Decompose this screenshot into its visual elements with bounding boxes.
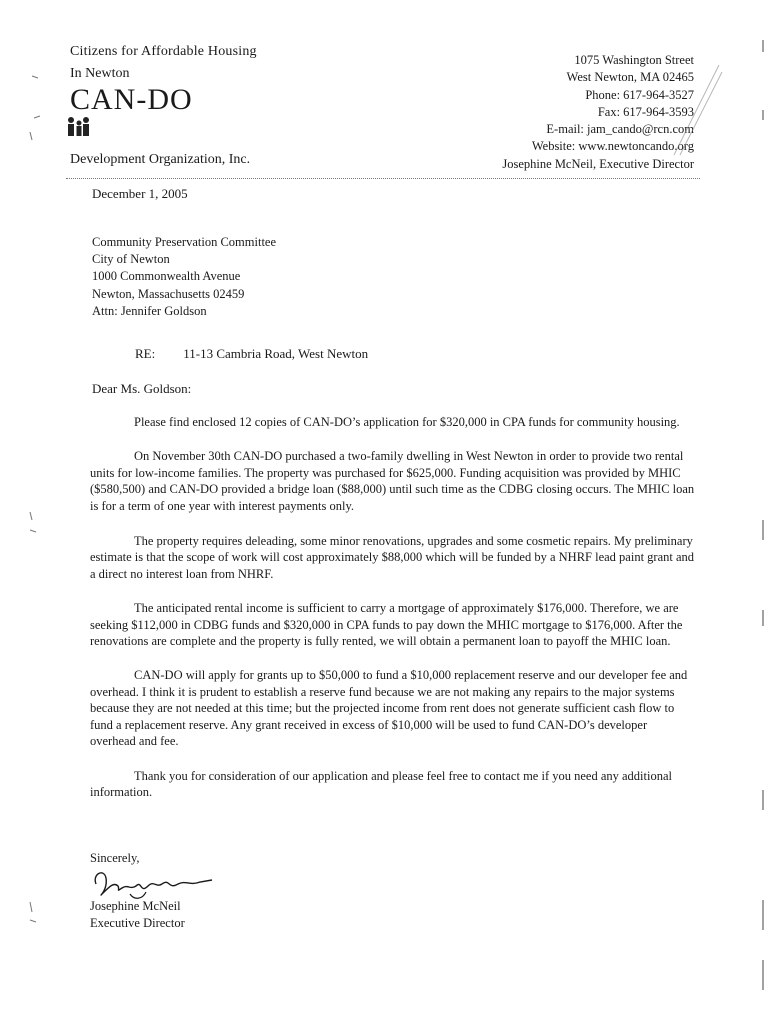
letterhead-left <box>70 44 330 167</box>
phone: Phone: 617-964-3527 <box>585 87 694 102</box>
letter-date: December 1, 2005 <box>92 186 188 201</box>
letterhead-contact <box>454 52 694 173</box>
re-label: RE: <box>135 346 156 361</box>
org-name-line1: Citizens for Affordable Housing <box>70 44 257 59</box>
city-state-zip: West Newton, MA 02465 <box>566 70 694 85</box>
street-address: 1075 Washington Street <box>574 53 694 67</box>
recipient-line: Community Preservation Committee <box>92 235 277 249</box>
signer-block <box>90 898 185 932</box>
recipient-line: City of Newton <box>92 252 170 267</box>
closing: Sincerely, <box>90 851 140 865</box>
website: Website: www.newtoncando.org <box>531 139 694 154</box>
scan-edge-marks <box>760 0 766 1024</box>
received-stamp-icon <box>664 60 724 160</box>
letterhead-divider <box>66 178 700 179</box>
recipient-address <box>92 234 276 320</box>
body-paragraph: Please find enclosed 12 copies of CAN-DO’s application for $320,000 in CPA funds for community housing. <box>134 415 680 429</box>
body-paragraph: On November 30th CAN-DO purchased a two-family dwelling in West Newton in order to provide two rental units for low-income families. The property was purchased for $625,000. Funding acquisition was provided by MHIC ($580,500) and CAN-DO provided a bridge loan ($88,000) until such time as the CDBG closing occurs. The MHIC loan is for a term of one year with interest payments only. <box>90 449 695 513</box>
body-paragraph: Thank you for consideration of our application and please feel free to contact me if you need any additional information. <box>90 768 672 799</box>
email: E-mail: jam_cando@rcn.com <box>546 122 694 137</box>
body-paragraph: The property requires deleading, some minor renovations, upgrades and some cosmetic repairs. My preliminary estimate is that the scope of work will cost approximately $88,000 which will be funded by a NHRF lead paint grant and a direct no interest loan from NHRF. <box>90 534 695 581</box>
re-subject: 11-13 Cambria Road, West Newton <box>183 346 369 361</box>
family-logo-icon <box>64 116 92 140</box>
re-line <box>135 346 368 362</box>
recipient-line: Newton, Massachusetts 02459 <box>92 286 245 301</box>
signer-title: Executive Director <box>90 916 185 930</box>
salutation: Dear Ms. Goldson: <box>92 381 192 396</box>
executive-director: Josephine McNeil, Executive Director <box>502 156 694 171</box>
body-paragraph: The anticipated rental income is sufficient to carry a mortgage of approximately $176,000. Therefore, we are seeking $112,000 in CDBG funds and $320,000 in CPA funds to pay down the MHIC mortgage to $176,000. After the renovations are complete and the property is fully rented, we will obtain a permanent loan to payoff the MHIC loan. <box>90 601 683 649</box>
brand-name: CAN-DO <box>70 83 193 116</box>
org-name-line2: In Newton <box>70 66 130 81</box>
recipient-line: Attn: Jennifer Goldson <box>92 303 207 318</box>
letter-body <box>90 414 696 818</box>
fax: Fax: 617-964-3593 <box>597 104 694 119</box>
org-name-line3: Development Organization, Inc. <box>70 152 251 167</box>
body-paragraph: CAN-DO will apply for grants up to $50,000 to fund a $10,000 replacement reserve and our developer fee and overhead. I think it is prudent to establish a reserve fund because we are not making any repairs to the major systems because they are not needed at this time; but the projected income from rent does not generate sufficient cash flow to fund a replacement reserve. Any grant received in excess of $10,000 will be used to fund CAN-DO’s developer overhead and fee. <box>90 668 688 749</box>
scan-left-marks <box>20 60 50 960</box>
signer-name: Josephine McNeil <box>90 899 181 913</box>
recipient-line: 1000 Commonwealth Avenue <box>92 269 241 284</box>
